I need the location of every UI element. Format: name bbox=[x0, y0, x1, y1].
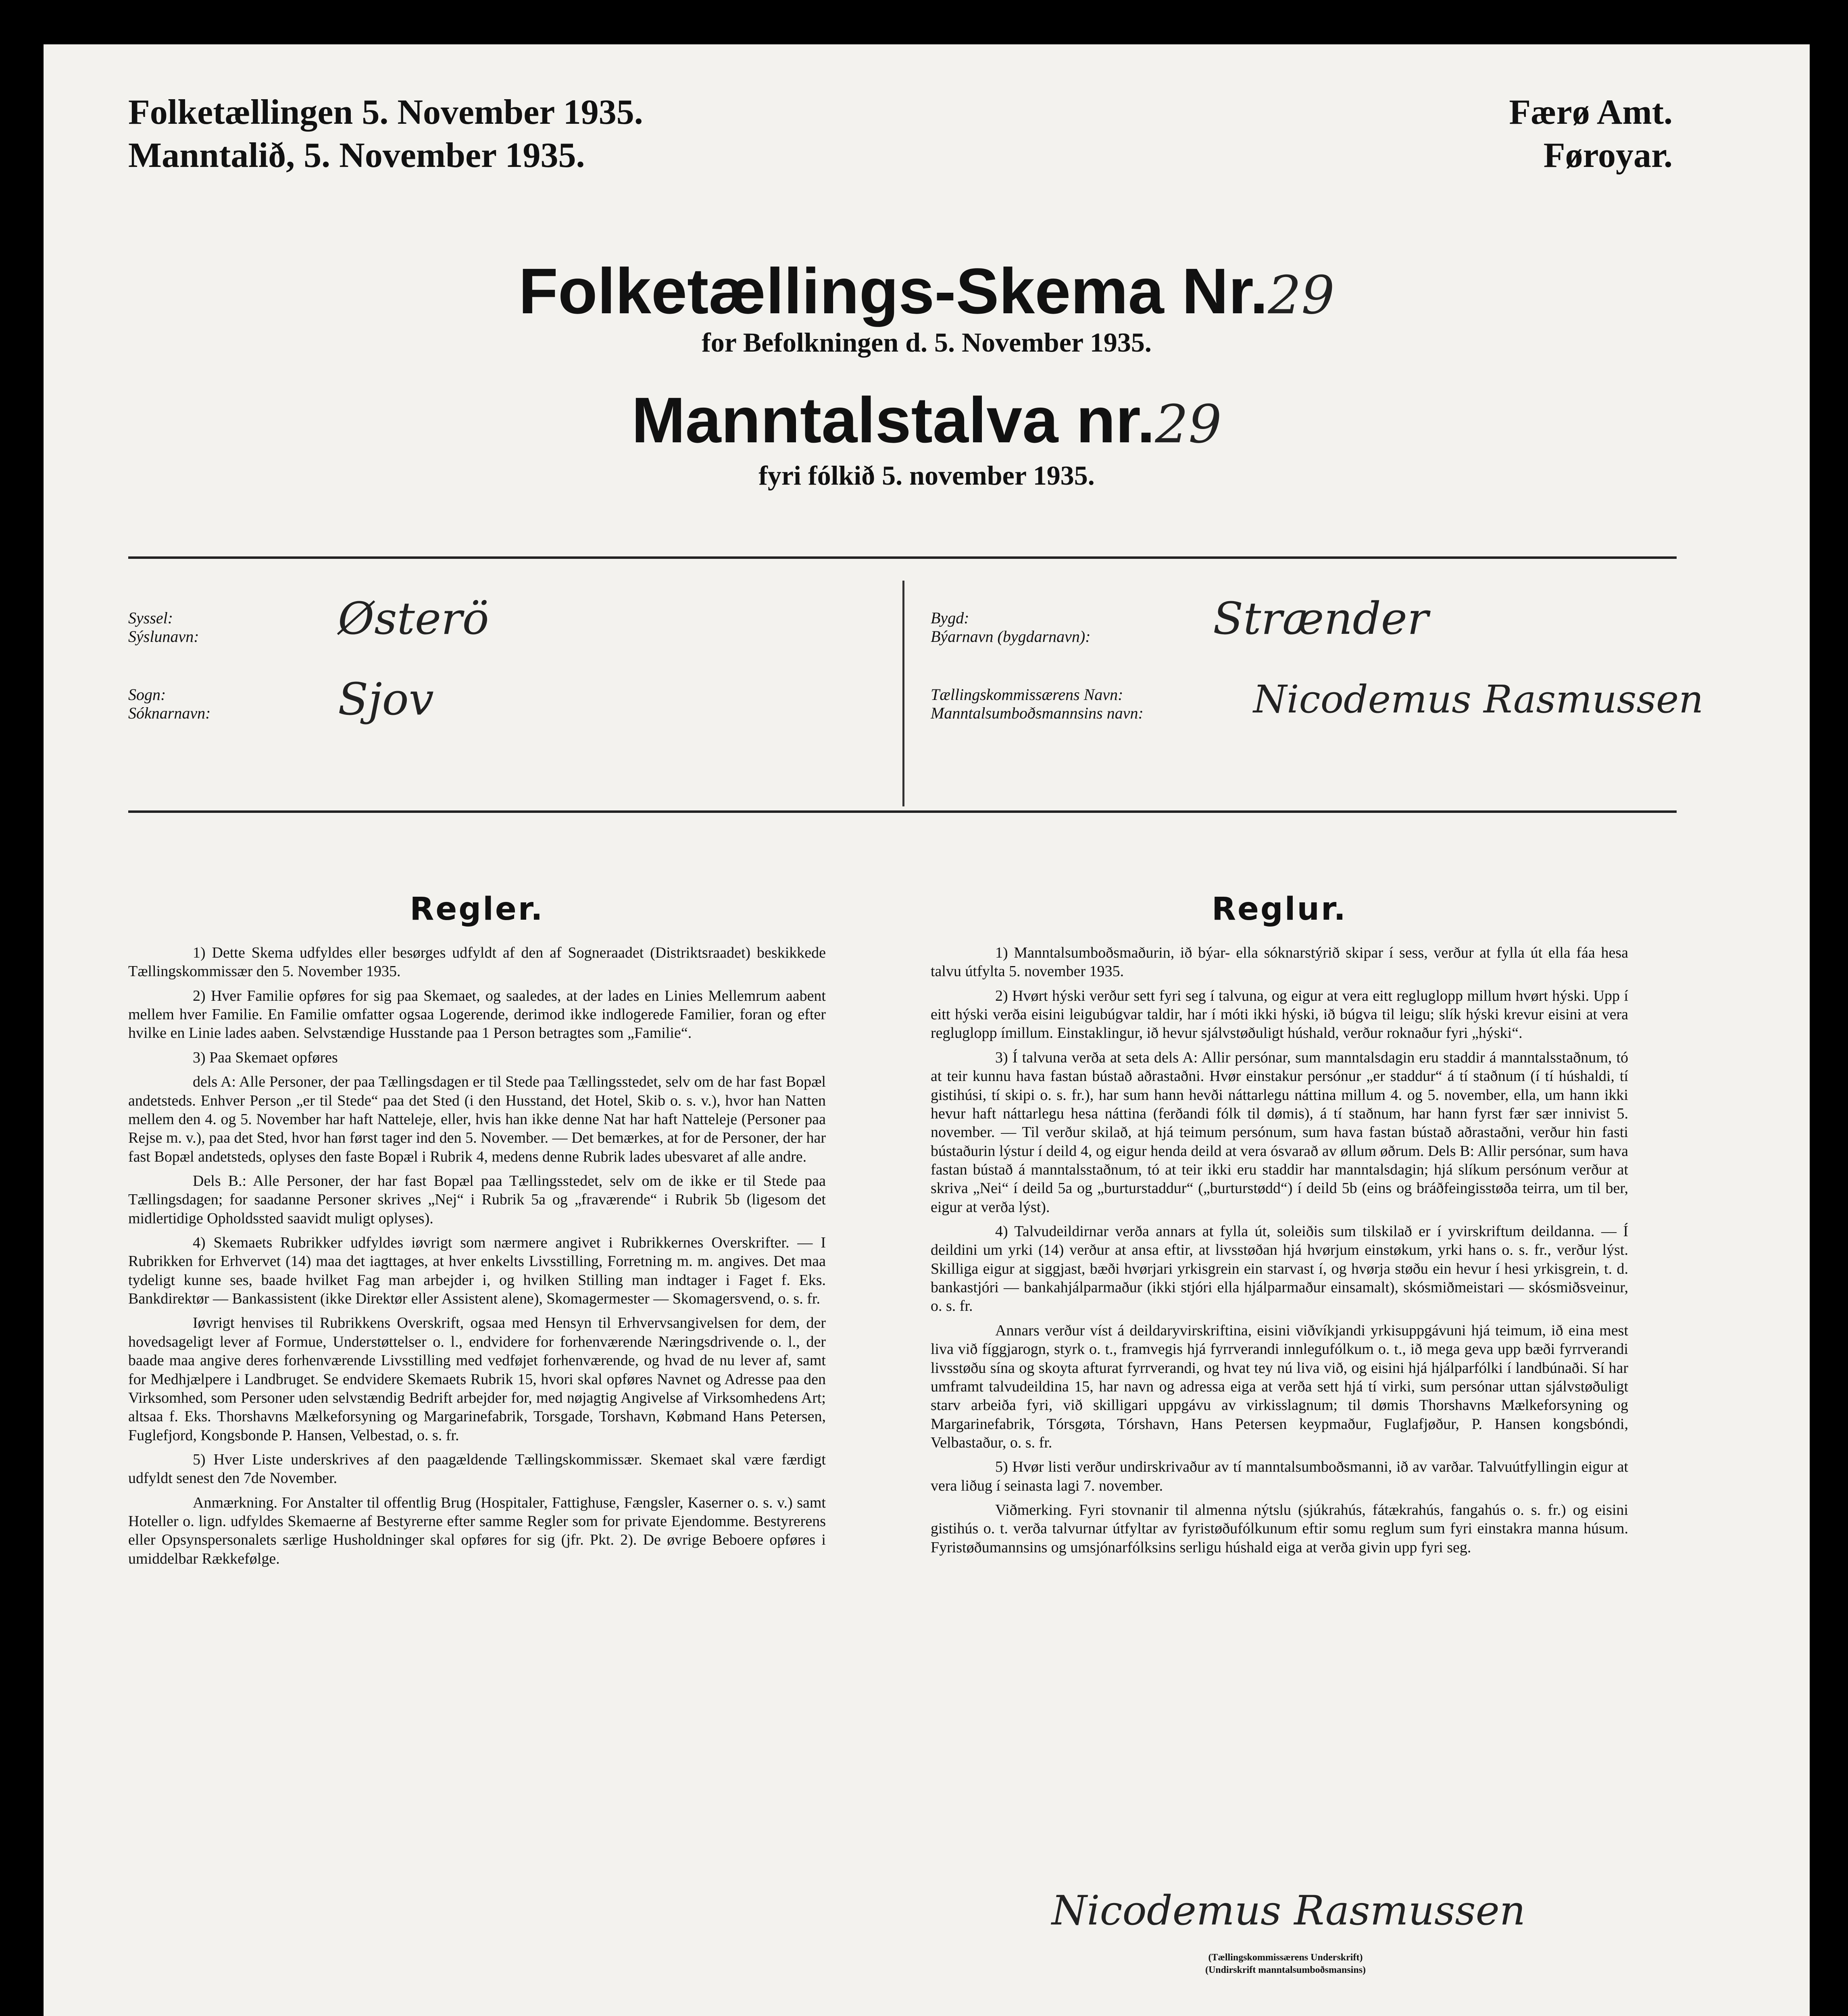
syssel-label bbox=[128, 609, 199, 646]
rules-fo-column bbox=[931, 891, 1628, 1562]
rules-da-paragraph: 1) Dette Skema udfyldes eller besørges udfyldt af den af Sogneraadet (Distriktsraadet) beskikkede Tællingskommissær den 5. November 1935. bbox=[128, 944, 826, 980]
rules-da-paragraph: Iøvrigt henvises til Rubrikkens Overskrift, ogsaa med Hensyn til Erhvervsangivelsen for dem, der hovedsageligt lever af Formue, Understøttelser o. l., endvidere for forhenværende Næringsdrivende o. l., der baade maa angive deres forhenværende Livsstilling med vedføjet forhenværende, og hvad de nu lever af, samt for Medhjælpere i Landbruget. Se endvidere Skemaets Rubrik 15, hvori skal opføres Navnet og Adresse paa den Virksomhed, som Personer uden selvstændig Bedrift arbejder for, med nøjagtig Angivelse af Virksomhedens Art; altsaa f. Eks. Thorshavns Mælkeforsyning og Margarinefabrik, Torsgade, Torshavn, Købmand Hans Petersen, Fuglefjord, Kongsbonde P. Hansen, Velbestad, o. s. fr. bbox=[128, 1314, 826, 1444]
divider-middle bbox=[128, 810, 1677, 813]
rules-fo-heading: Reglur. bbox=[1211, 891, 1348, 927]
title-fo-number: 29 bbox=[1155, 394, 1222, 455]
title-da-number: 29 bbox=[1268, 264, 1335, 326]
sogn-label-fo: Sóknarnavn: bbox=[128, 704, 211, 722]
header-left-line2: Manntalið, 5. November 1935. bbox=[128, 136, 585, 175]
sogn-value: Sjov bbox=[338, 673, 434, 725]
rules-da-paragraph: 3) Paa Skemaet opføres bbox=[193, 1049, 338, 1066]
syssel-value: Østerö bbox=[338, 593, 489, 644]
bygd-label bbox=[931, 609, 1091, 646]
komm-value: Nicodemus Rasmussen bbox=[1253, 677, 1704, 722]
title-da bbox=[44, 254, 1810, 328]
divider-top bbox=[128, 556, 1677, 559]
rules-fo-paragraph: 4) Talvudeildirnar verða annars at fylla út, soleiðis sum tilskilað er í yvirskriftum deildanna. — Í deildini um yrki (14) verður at ansa eftir, at livsstøðan hjá hvørjum einstøkum, yrki hans o. s. fr., verður lýst. Skilliga eigur at siggjast, bæði hvørjari yrkisgrein ein starvast í, og hvørja støðu ein hevur í hesi yrkisgrein, t. d. bankastjóri — bankahjálparmaður (ikki stjóri ella hjálparmaður einsamalt), skósmiðmeistari — skósmiðsveinur, o. s. fr. bbox=[931, 1223, 1628, 1315]
rules-da-paragraph: Anmærkning. For Anstalter til offentlig Brug (Hospitaler, Fattighuse, Fængsler, Kaserner o. s. v.) samt Hoteller o. lign. udfyldes Skemaerne af Bestyrerne efter samme Regler som for private Ejendomme. Bestyrerens eller Opsynspersonalets særlige Husholdninger skal opføres for sig (jfr. Pkt. 2). De øvrige Beboere opføres i umiddelbar Rækkefølge. bbox=[128, 1494, 826, 1567]
rules-fo-paragraph: 3) Í talvuna verða at seta dels A: Allir persónar, sum manntalsdagin eru staddir á manntalsstaðnum, tó at teir kunnu hava fastan bústað aðrastaðni. Hvør einstakur persónur „er staddur“ á tí staðnum (í tí húshaldi, tí gistihúsi, tí skipi o. s. fr.), har sum hann hevði náttarlegu náttina millum 4. og 5. november, ella, um hann ikki hevur haft náttarlegu hesa náttina (ferðandi fólk til dømis), á tí staðnum, har hann fyrst fær sær innivist 5. november. — Til verður skilað, at hjá teimum persónum, sum hava fastan bústað aðrastaðni, verður hin fasti bústaðurin lýstur í deild 4, og eigur henda deild at vera ósvarað av øllum øðrum. Dels B: Allir persónar, sum hava fastan bústað á manntalsstaðnum, tó at teir ikki eru staddir har manntalsdagin; hjá slíkum persónum verður at skriva „Nei“ í deild 5a og „burturstaddur“ („burturstødd“) í deild 5b (eins og bráðfeingisstøða teirra, um til ber, eigur at verða lýst). bbox=[931, 1049, 1628, 1216]
bygd-label-fo: Býarnavn (bygdarnavn): bbox=[931, 627, 1091, 646]
subtitle-da: for Befolkningen d. 5. November 1935. bbox=[702, 327, 1152, 358]
signature-caption-da: (Tællingskommissærens Underskrift) bbox=[1208, 1952, 1363, 1963]
sogn-label-da: Sogn: bbox=[128, 685, 166, 704]
rules-fo-paragraph: 2) Hvørt hýski verður sett fyri seg í talvuna, og eigur at vera eitt regluglopp millum hvørt hýski. Upp í eitt hýski verða eisini leigubúgvar taldir, har í móti ikki hýski, ið búgva til leigu; slík hýski krevur eisini at vera regluglopp ímillum. Einstaklingur, ið hevur sjálvstøðuligt húshald, verður roknaður fyri „hýski“. bbox=[931, 987, 1628, 1042]
title-fo bbox=[44, 383, 1810, 457]
komm-label-da: Tællingskommissærens Navn: bbox=[931, 685, 1123, 704]
title-da-main: Folketællings-Skema Nr. bbox=[519, 255, 1268, 327]
rules-da-paragraph: Dels B.: Alle Personer, der har fast Bopæl paa Tællingsstedet, selv om de ikke er til Stede paa Tællingsdagen; for saadanne Personer skrives „Nej“ i Rubrik 5a og „fraværende“ i Rubrik 5b (ligesom det midlertidige Opholdssted saavidt muligt oplyses). bbox=[128, 1172, 826, 1227]
signature: Nicodemus Rasmussen bbox=[1052, 1887, 1526, 1934]
rules-da-paragraph: 2) Hver Familie opføres for sig paa Skemaet, og saaledes, at der lades en Linies Mellemrum aabent mellem hver Familie. En Familie omfatter ogsaa Logerende, derimod ikke indlogerede Familier, foran og efter hvilke en Linie lades aaben. Selvstændige Husstande paa 1 Person betragtes som „Familie“. bbox=[128, 987, 826, 1042]
rules-da-column bbox=[128, 891, 826, 1574]
rules-fo-paragraph: 5) Hvør listi verður undirskrivaður av tí manntalsumboðsmanni, ið av varðar. Talvuútfyllingin eigur at vera liðug í seinasta lagi 7. november. bbox=[931, 1458, 1628, 1494]
syssel-label-fo: Sýslunavn: bbox=[128, 627, 199, 646]
rules-da-paragraph: 5) Hver Liste underskrives af den paagældende Tællingskommissær. Skemaet skal være færdigt udfyldt senest den 7de November. bbox=[128, 1451, 826, 1487]
rules-da-paragraph: 4) Skemaets Rubrikker udfyldes iøvrigt som nærmere angivet i Rubrikkernes Overskrifter. — I Rubrikken for Erhvervet (14) maa det iagttages, at hver enkelts Livsstilling, Forretning m. m. angives. Det maa tydeligt kunne ses, baade hvilket Fag man arbejder i, og hvilken Stilling man indtager i Faget f. Eks. Bankdirektør — Bankassistent (ikke Direktør eller Assistent alene), Skomagermester — Skomagersvend, o. s. fr. bbox=[128, 1234, 826, 1308]
rules-fo-paragraph: 1) Manntalsumboðsmaðurin, ið býar- ella sóknarstýrið skipar í sess, verður at fylla út ella fáa hesa talvu útfylta 5. november 1935. bbox=[931, 944, 1628, 980]
rules-da-heading: Regler. bbox=[410, 891, 544, 927]
sogn-label bbox=[128, 685, 210, 723]
komm-label-fo: Manntalsumboðsmannsins navn: bbox=[931, 704, 1144, 722]
komm-label bbox=[931, 685, 1144, 723]
header-right-line2: Føroyar. bbox=[1543, 136, 1673, 175]
divider-vertical bbox=[902, 581, 904, 806]
header-right bbox=[1509, 91, 1673, 177]
rules-fo-paragraph: Annars verður víst á deildaryvirskriftina, eisini viðvíkjandi yrkisuppgávuni hjá teimum, ið eina mest liva við fíggjarogn, styrk o. t., framvegis hjá fyrrverandi innlegufólkum o. t., ið mega geva upp bæði fyrrverandi livsstøðu sína og skoyta afturat fyrrverandi, og hvat tey nú liva við, og eisini hjá hjálparfólki í landbúnaði. Sí har umframt talvudeildina 15, har navn og adressa eiga at verða sett hjá tí virki, sum persónar uttan sjálvstøðuligt starv arbeiða fyri, við skilligari uppgávu av virkisslagnum; til dømis Thorshavns Mælkeforsyning og Margarinefabrik, Tórsgøta, Tórshavn, Hans Petersen keypmaður, Fuglafjøður, P. Hansen kongsbóndi, Velbastaður, o. s. fr. bbox=[931, 1322, 1628, 1451]
census-form-page bbox=[44, 44, 1810, 2016]
signature-caption bbox=[1104, 1951, 1467, 1976]
subtitle-fo: fyri fólkið 5. november 1935. bbox=[758, 460, 1095, 491]
bygd-value: Strænder bbox=[1213, 593, 1429, 644]
header-right-line1: Færø Amt. bbox=[1509, 93, 1673, 132]
header-left-line1: Folketællingen 5. November 1935. bbox=[128, 93, 643, 132]
bygd-label-da: Bygd: bbox=[931, 609, 969, 627]
header-left bbox=[128, 91, 643, 177]
rules-da-paragraph: dels A: Alle Personer, der paa Tællingsdagen er til Stede paa Tællingsstedet, selv om de har fast Bopæl andetsteds. Enhver Person „er til Stede“ paa det Sted (i den Husstand, det Hotel, Skib o. s. v.), hvor han Natten mellem den 4. og 5. November har haft Natteleje, eller, hvis han ikke denne Nat har haft Natteleje (Personer paa Rejse m. v.), paa det Sted, hvor han først tager ind den 5. November. — Det bemærkes, at for de Personer, der har fast Bopæl andetsteds, oplyses den faste Bopæl i Rubrik 4, medens denne Rubrik lades ubesvaret af alle andre. bbox=[128, 1073, 826, 1165]
title-fo-main: Manntalstalva nr. bbox=[631, 384, 1155, 456]
syssel-label-da: Syssel: bbox=[128, 609, 173, 627]
signature-caption-fo: (Undirskrift manntalsumboðsmansins) bbox=[1205, 1965, 1366, 1976]
rules-fo-paragraph: Viðmerking. Fyri stovnanir til almenna nýtslu (sjúkrahús, fátækrahús, fangahús o. s. fr.) og eisini gistihús o. t. verða talvurnar útfyltar av fyristøðufólkunum eftir somu reglum sum fyri einstakra manna húsum. Fyristøðumannsins og umsjónarfólksins serligu húshald eiga at verða givin upp fyri seg. bbox=[931, 1502, 1628, 1556]
